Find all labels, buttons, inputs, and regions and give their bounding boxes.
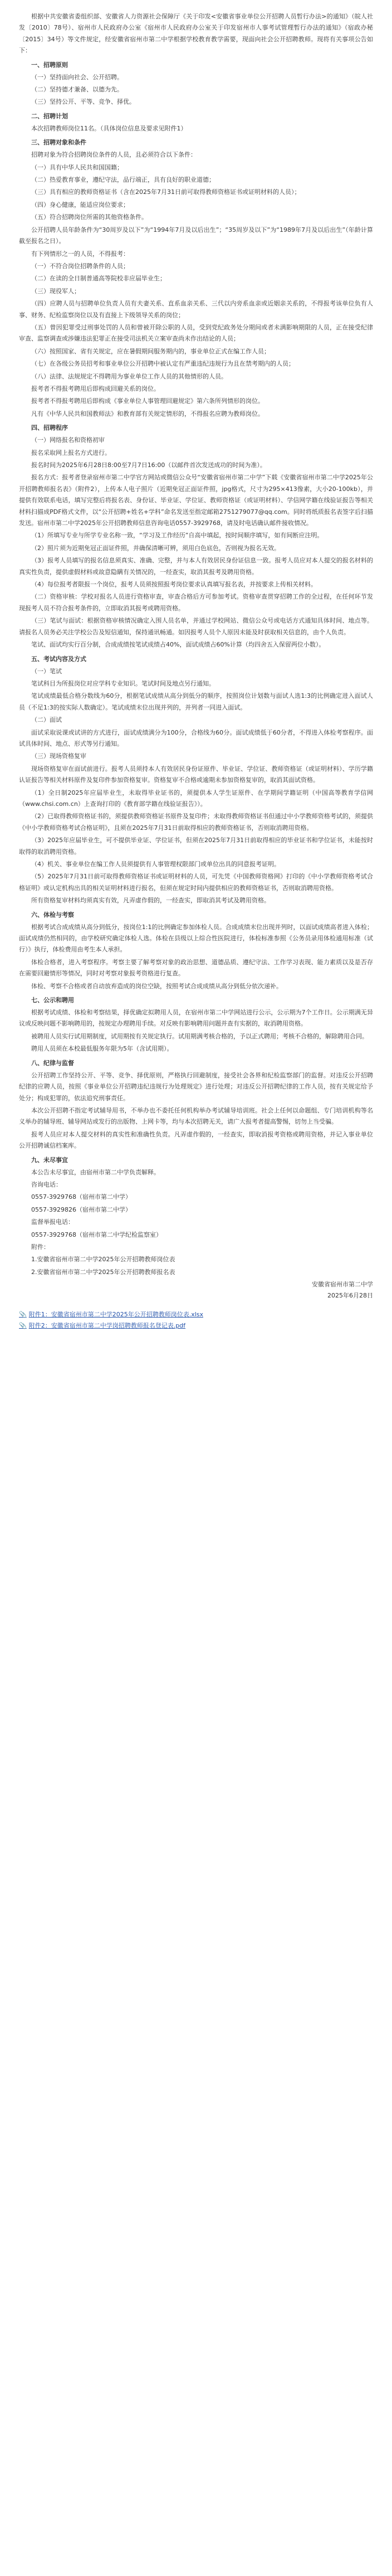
paragraph: （4）每位报考者限报一个岗位，报考人员须按照报考岗位要求认真填写报名表，并按要求上传相关材料。 — [31, 581, 317, 589]
paragraph: 报名方式：报考者登录宿州市第二中学官方网站或微信公众号“安徽省宿州市第二中学”下载《安徽省宿州市第二中学2025年公开招聘教师报名表》（附件2），上传本人电子照片（近期免冠正面证件照，jpg格式，尺寸为295×413像素，大小20-100kb），并提供有效联系电话，填写完整后将报名表、身份证、毕业证、学位证、教师资格证（或证明材料）、学信网学籍在线验证报告等相关材料扫描成PDF格式文件，以“公开招聘+姓名+学科”命名发送至指定邮箱2751279077@qq.com。同时将纸质报名表签字后扫描发送。宿州市第二中学2025年公开招聘教师信息咨询电话0557-3929768，请及时电话确认邮件接收情况。 — [19, 474, 373, 527]
paragraph: 笔试、面试均实行百分制，合成成绩按笔试成绩占40%，面试成绩占60%计算（均四舍五入保留两位小数）。 — [31, 641, 325, 649]
paragraph: 有下列情形之一的人员，不得报考： — [31, 250, 129, 257]
paragraph: （四）应聘人员与招聘单位负责人员有夫妻关系、直系血亲关系、三代以内旁系血亲或近姻亲关系的，不得报考该单位负有人事、财务、纪检监察岗位以及有直接上下级领导关系的岗位； — [19, 300, 373, 319]
paragraph: （二）热爱教育事业，遵纪守法，品行端正，具有良好的职业道德； — [31, 176, 215, 184]
paragraph: 招聘对象为符合招聘岗位条件的人员，且必须符合以下条件： — [31, 151, 197, 159]
paragraph: （三）坚持公开、平等、竞争、择优。 — [31, 98, 135, 106]
attachment-link-2[interactable] — [19, 1320, 373, 1331]
paragraph: 体检合格者，进入考察程序。考察主要了解考察对象的政治思想、道德品质、遵纪守法、工作学习表现、能力素质以及是否存在需要回避情形等情况，同时对考察对象报考资格进行复查。 — [19, 958, 373, 978]
paragraph: 报考者不得报考聘用后即构成回避关系的岗位。 — [31, 385, 160, 392]
paragraph: 被聘用人员实行试用期制度，试用期按有关规定执行。试用期满考核合格的，予以正式聘用；考核不合格的，解除聘用合同。 — [31, 1032, 368, 1040]
paragraph: 报名采取网上报名方式进行。 — [31, 449, 111, 456]
paragraph: （七）在各级公务员招考和事业单位公开招聘中被认定有严重违纪违规行为且在禁考期内的人员； — [31, 360, 295, 368]
paragraph: （一）具有中华人民共和国国籍； — [31, 163, 123, 171]
paragraph: （二）资格审核：学校对报名人员进行资格审查，审查合格后方可参加考试。资格审查贯穿招聘工作的全过程，在任何环节发现报考人员不符合报考条件的，立即取消其报考或聘用资格。 — [19, 593, 373, 612]
paragraph: 公开招聘工作坚持公开、平等、竞争、择优原则，严格执行回避制度，接受社会各界和纪检监察部门的监督。对违反公开招聘纪律的应聘人员，按照《事业单位公开招聘违纪违规行为处理规定》进行处理；对违反公开招聘纪律的工作人员，按有关规定给予处分；构成犯罪的，依法追究刑事责任。 — [19, 1071, 373, 1102]
paragraph: 笔试成绩最低合格分数线为60分，根据笔试成绩从高分到低分的顺序，按照岗位计划数与面试人选1:3的比例确定进入面试人员（不足1:3的按实际人数确定）。笔试成绩末位出现并列的，并列者一同进入面试。 — [19, 692, 373, 711]
section-heading: 五、考试内容及方式 — [31, 655, 86, 663]
attachment-label: 附件2：安徽省宿州市第二中学岗招聘教师报名登记表.pdf — [28, 1322, 186, 1330]
paragraph: （5）2025年7月31日前可取得教师资格证书或证明材料的人员，可先凭《中国教师资格网》打印的《中小学教师资格考试合格证明》或认定机构出具的相关证明材料进行报名，但须在规定时间内提供相应的教师资格证书，否则取消聘用资格。 — [19, 873, 373, 892]
article-body — [19, 11, 373, 1278]
paragraph: （二）在读的全日制普通高等院校非应届毕业生； — [31, 275, 166, 283]
paragraph: （一）不符合岗位招聘条件的人员； — [31, 262, 129, 270]
paragraph: （4）机关、事业单位在编工作人员须提供有人事管理权限部门或单位出具的同意报考证明。 — [31, 861, 280, 868]
attachment-label: 附件1：安徽省宿州市第二中学2025年公开招聘教师岗位表.xlsx — [28, 1311, 203, 1319]
section-heading: 八、纪律与监督 — [31, 1059, 74, 1067]
paragraph: （一）坚持面向社会、公开招聘。 — [31, 73, 123, 81]
section-heading: 三、招聘对象和条件 — [31, 139, 86, 147]
paragraph: 根据中共安徽省委组织部、安徽省人力资源社会保障厅《关于印发<安徽省事业单位公开招聘人员暂行办法>的通知》（皖人社发〔2010〕78号）、宿州市人民政府办公室《宿州市人民政府办公室关于印发宿州市人事考试管理暂行办法的通知》（宿政办秘〔2015〕34号）等文件规定，经安徽省宿州市第二中学根据学校教育教学需要，现面向社会公开招聘教师。现将有关事项公告如下： — [19, 13, 373, 55]
attachment-link-1[interactable] — [19, 1309, 373, 1320]
paragraph: 报考人员应对本人提交材料的真实性和准确性负责。凡弄虚作假的，一经查实，即取消报考资格或聘用资格，并记入事业单位公开招聘诚信档案库。 — [19, 1130, 373, 1150]
paragraph: 根据考试合成成绩从高分到低分，按岗位1:1的比例确定参加体检人员。合成成绩末位出现并列时，以面试成绩高者进入体检；面试成绩仍然相同的，由学校研究确定体检人选。体检在县级以上综合性医院进行，体检标准参照《公务员录用体检通用标准（试行）》执行，体检费用由考生本人承担。 — [19, 923, 373, 954]
paragraph: （五）符合招聘岗位所需的其他资格条件。 — [31, 213, 148, 221]
paragraph: 0557-3929826（宿州市第二中学） — [31, 1206, 131, 1213]
paragraph: （三）现场资格复审 — [31, 752, 86, 760]
paragraph: （2）照片须为近期免冠正面证件照，并确保清晰可辨，须用白色底色，否则视为报名无效。 — [31, 544, 280, 552]
paperclip-icon: 📎 — [19, 1322, 27, 1330]
section-heading: 七、公示和聘用 — [31, 997, 74, 1004]
paragraph: 笔试科目为所报岗位对应学科专业知识。笔试时间及地点另行通知。 — [31, 679, 215, 687]
paragraph: 面试采取说课或试讲的方式进行，面试成绩满分为100分，合格线为60分。面试成绩低于60分者，不得进入体检考察程序。面试具体时间、地点、形式等另行通知。 — [19, 728, 373, 747]
section-heading: 九、未尽事宜 — [31, 1156, 68, 1164]
signature-date: 2025年6月28日 — [327, 1292, 373, 1300]
attachment-list — [19, 1309, 373, 1331]
paragraph: 1.安徽省宿州市第二中学2025年公开招聘教师岗位表 — [31, 1256, 175, 1263]
paragraph: 所有资格复审材料均须真实有效，凡弄虚作假的，一经查实，即取消其考试及聘用资格。 — [31, 897, 270, 905]
signature-block — [19, 1279, 373, 1301]
section-heading: 一、招聘原则 — [31, 61, 68, 69]
paragraph: （三）现役军人； — [31, 287, 80, 295]
paragraph: （二）面试 — [31, 716, 62, 724]
paragraph: （二）坚持德才兼备、以德为先。 — [31, 86, 123, 94]
paragraph: 本公告未尽事宜，由宿州市第二中学负责解释。 — [31, 1168, 160, 1176]
paragraph: （3）报考人员填写的报名信息须真实、准确、完整，并与本人有效居民身份证信息一致。报考人员应对本人提交的报名材料的真实性负责，提供虚假材料或故意隐瞒有关情况的，一经查实，取消其报考及聘用资格。 — [19, 557, 373, 576]
paragraph: 聘用人员须在本校最低服务年限为5年（含试用期）。 — [31, 1045, 173, 1053]
paragraph: 现场资格复审在面试前进行。报考人员须持本人有效居民身份证原件、毕业证、学位证、教师资格证（或证明材料）、学历学籍认证报告等相关材料原件及复印件参加资格复审。资格复审不合格或逾期未参加资格复审的，取消其面试资格。 — [19, 765, 373, 784]
paragraph: 凡有《中华人民共和国教师法》和教育部有关规定情形的，不得报名应聘为教师岗位。 — [31, 410, 264, 417]
paragraph: 2.安徽省宿州市第二中学2025年公开招聘教师报名表 — [31, 1268, 175, 1276]
paragraph: 根据考试成绩、体检和考察结果，择优确定拟聘用人员，在宿州市第二中学网站进行公示，公示期为7个工作日。公示期满无异议或反映问题不影响聘用的，按规定办理聘用手续。对反映有影响聘用问题并查有实据的，取消聘用资格。 — [19, 1009, 373, 1028]
paragraph: （3）2025年应届毕业生，可不提供毕业证、学位证书，但须在2025年7月31日前取得相应的毕业证书和学位证书，未能按时取得的取消聘用资格。 — [19, 837, 373, 856]
paragraph: 本次公开招聘不指定考试辅导用书，不举办也不委托任何机构举办考试辅导培训班。社会上任何以命题组、专门培训机构等名义举办的辅导班、辅导网站或发行的出版物、上网卡等，均与本次招聘无关，请广大报考者提高警惕，切勿上当受骗。 — [19, 1106, 373, 1126]
paragraph: （八）法律、法规规定不得聘用为事业单位工作人员的其他情形的人员。 — [31, 372, 227, 380]
paragraph: 公开招聘人员年龄条件为“30周岁及以下”为“1994年7月及以后出生”；“35周岁及以下”为“1989年7月及以后出生”（年龄计算截至报名之日）。 — [19, 226, 373, 245]
paragraph: （1）所填写专业与所学专业名称一致，“学习及工作经历”自高中填起，按时间顺序填写，如有间断应注明。 — [31, 532, 324, 539]
paragraph: 本次招聘教师岗位11名。（具体岗位信息及要求见附件1） — [31, 124, 187, 132]
section-heading: 四、招聘程序 — [31, 424, 68, 432]
paragraph: 咨询电话： — [31, 1180, 62, 1188]
signature-org: 安徽省宿州市第二中学 — [312, 1281, 373, 1289]
paragraph: 体检、考察不合格或者自动放弃造成的岗位空缺，按照考试合成成绩从高分到低分依次递补。 — [31, 982, 282, 990]
paragraph: 报考者不得报考聘用后即构成《事业单位人事管理回避规定》第六条所列情形的岗位。 — [31, 397, 264, 405]
paragraph: 附件： — [31, 1243, 50, 1251]
paperclip-icon: 📎 — [19, 1311, 27, 1319]
paragraph: （三）笔试与面试：根据资格审核情况确定入围人员名单，并通过学校网站、微信公众号或电话方式通知具体时间、地点等。请报名人员务必关注学校公告及短信通知，保持通讯畅通。如因报考人员个人原因未能及时获取相关信息的，由个人负责。 — [19, 617, 373, 636]
paragraph: 报名时间为2025年6月28日8:00至7月7日16:00（以邮件首次发送成功的时间为准）。 — [31, 461, 266, 469]
section-heading: 六、体检与考察 — [31, 911, 74, 918]
paragraph: （三）具有相应的教师资格证书（含在2025年7月31日前可取得教师资格证书或证明材料的人员）； — [31, 188, 301, 196]
paragraph: （四）身心健康，能适应岗位要求； — [31, 201, 129, 208]
section-heading: 二、招聘计划 — [31, 112, 68, 120]
paragraph: （1）全日制2025年应届毕业生，未取得毕业证书的，须提供本人学生证原件、在学期间学籍证明（中国高等教育学信网（www.chsi.com.cn）上查询打印的《教育部学籍在线验证报告》）。 — [19, 789, 373, 808]
paragraph: 0557-3929768（宿州市第二中学纪检监察室） — [31, 1231, 162, 1238]
paragraph: （五）曾因犯罪受过刑事处罚的人员和曾被开除公职的人员，受到党纪政务处分期间或者未满影响期限的人员，正在接受纪律审查、监察调查或涉嫌违法犯罪正在接受司法机关立案审查尚未作出结论的人员； — [19, 323, 373, 343]
paragraph: （一）笔试 — [31, 667, 62, 675]
paragraph: 监督举报电话： — [31, 1218, 74, 1226]
paragraph: （一）网络报名和资格初审 — [31, 436, 105, 444]
paragraph: 0557-3929768（宿州市第二中学） — [31, 1193, 131, 1201]
paragraph: （六）按照国家、省有关规定，应在暑假期间服务期内的，事业单位正式在编工作人员； — [31, 347, 270, 355]
paragraph: （2）已取得教师资格证书的，须提供教师资格证书原件及复印件；未取得教师资格证书但通过中小学教师资格考试的，须提供《中小学教师资格考试合格证明》，且须在2025年7月31日前取得相应的教师资格证书，否则取消聘用资格。 — [19, 813, 373, 832]
